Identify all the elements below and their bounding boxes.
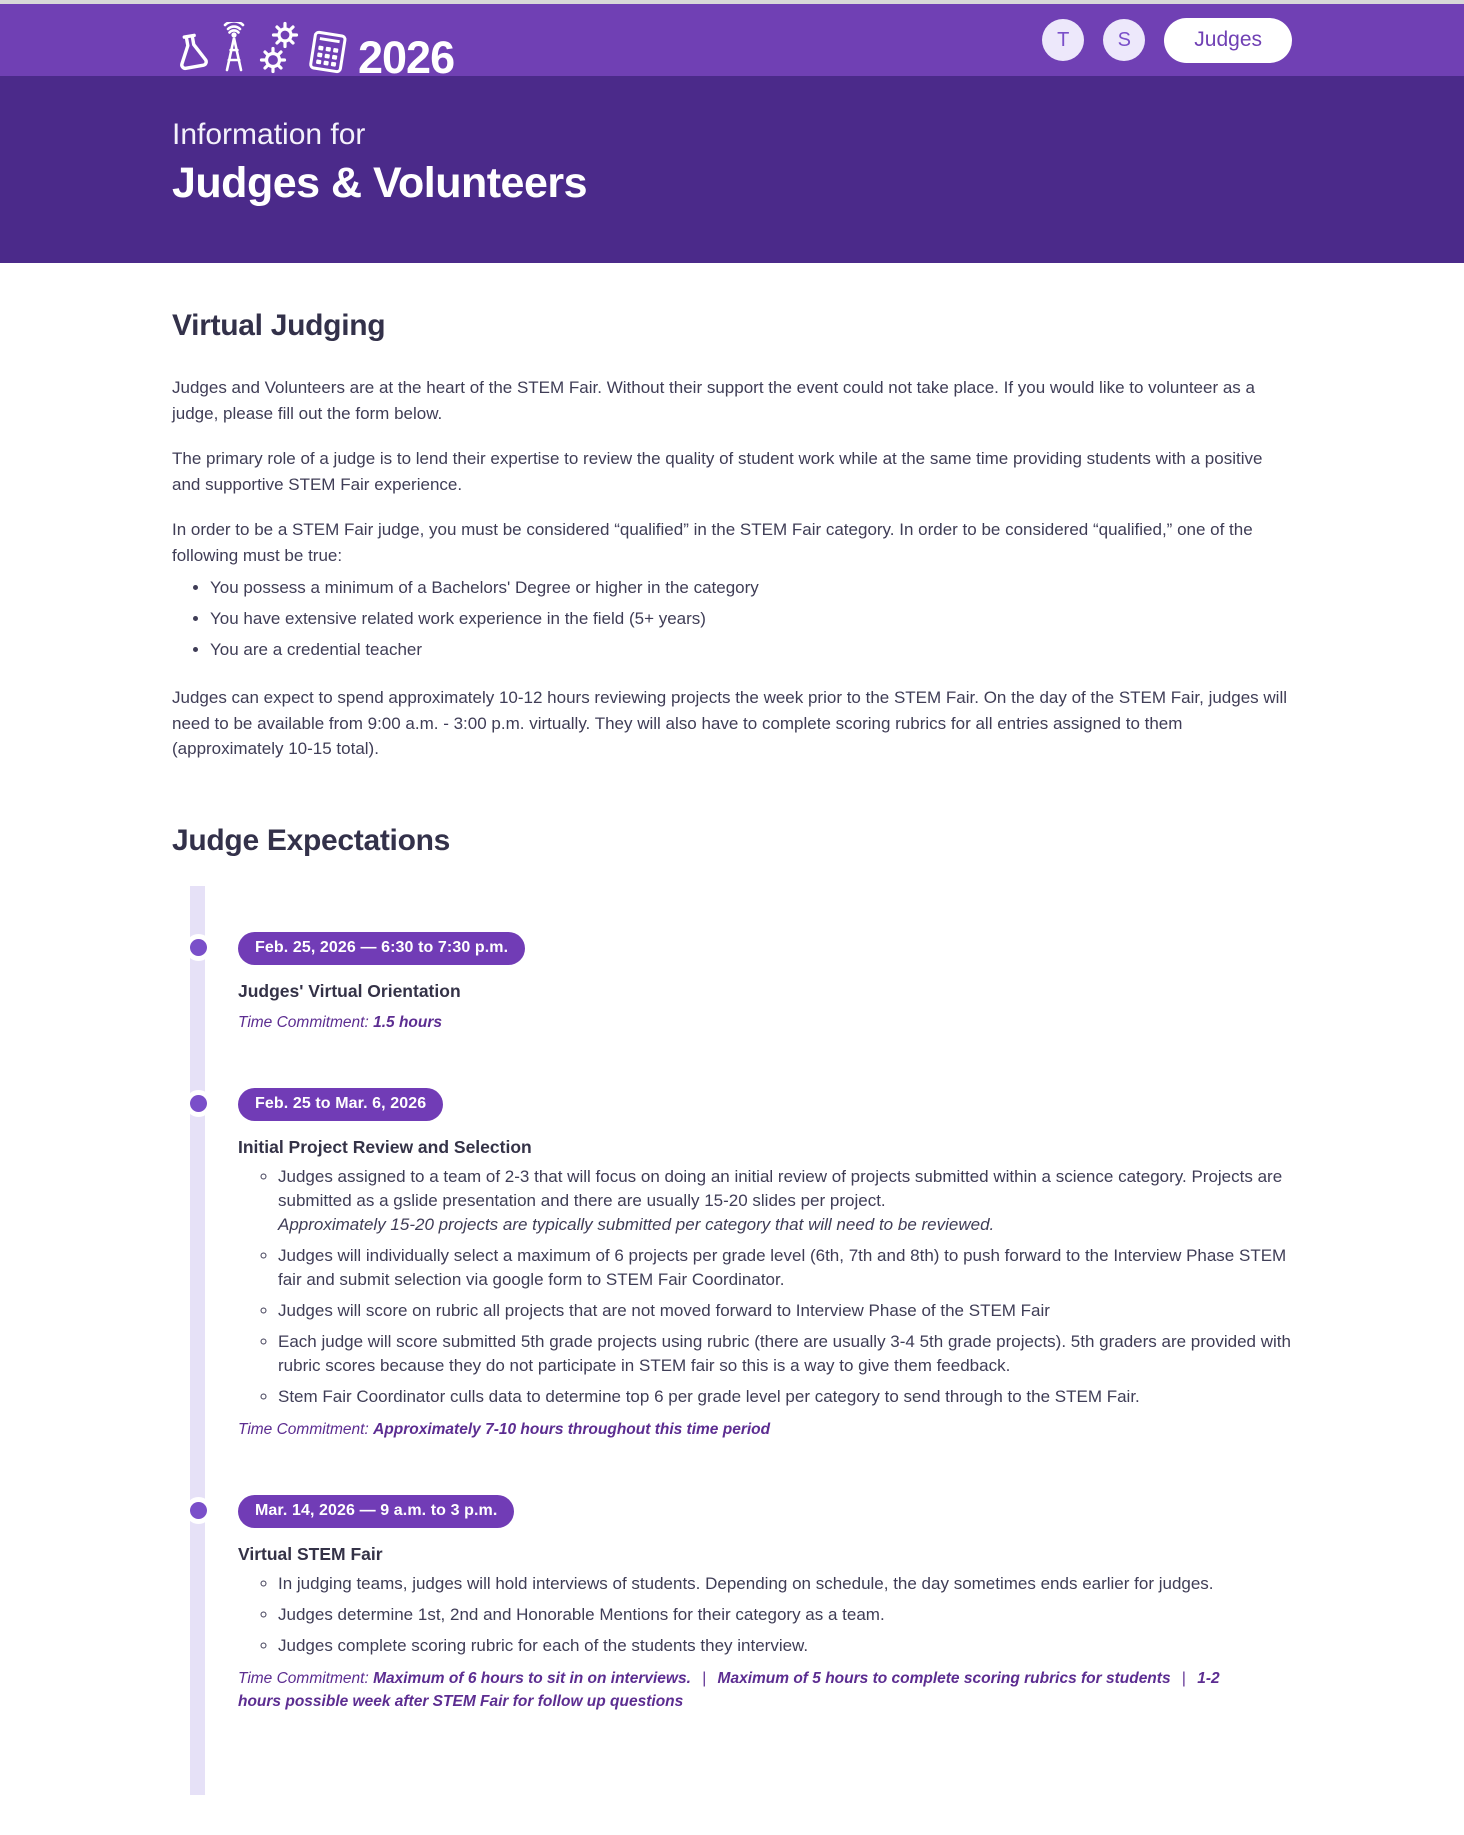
tc-value: Approximately 7-10 hours throughout this time period <box>373 1420 771 1438</box>
timeline-item-title: Virtual STEM Fair <box>238 1543 383 1564</box>
qualification-item: • You possess a minimum of a Bachelors' Degree or higher in the category <box>210 576 1292 599</box>
date-badge: Feb. 25, 2026 — 6:30 to 7:30 p.m. <box>238 932 525 965</box>
tc-label: Time Commitment: <box>238 1669 369 1687</box>
qualification-item: • You have extensive related work experience in the field (5+ years) <box>210 607 1292 630</box>
topbar-actions <box>1042 18 1292 63</box>
tc-separator: | <box>1181 1669 1186 1687</box>
qualification-item: • You are a credential teacher <box>210 638 1292 661</box>
virtual-judging-heading: Virtual Judging <box>172 309 386 343</box>
timeline-bar <box>190 886 205 1795</box>
avatar-t[interactable]: T <box>1042 19 1084 61</box>
role-paragraph: The primary role of a judge is to lend their expertise to review the quality of student work while at the same time providing students with a positive and supportive STEM Fair experience. <box>172 449 1263 494</box>
time-commitment <box>238 1418 1238 1441</box>
timeline-dot <box>190 1502 207 1519</box>
bullet-item: ◦ Judges will individually select a maximum of 6 projects per grade level (6th, 7th and 8th) to push forward to the Interview Phase STEM fair and submit selection via google form to STEM Fair Coordinator. <box>278 1244 1292 1292</box>
logo-year: 2026 <box>358 32 455 83</box>
qualifications-list <box>172 576 1292 661</box>
commitment-paragraph: Judges can expect to spend approximately 10-12 hours reviewing projects the week prior to the STEM Fair. On the day of the STEM Fair, judges will need to be available from 9:00 a.m. - 3:00 p.m. virtually. They will also have to complete scoring rubrics for all entries assigned to them (approximately 10-15 total). <box>172 688 1287 759</box>
date-badge: Feb. 25 to Mar. 6, 2026 <box>238 1088 443 1121</box>
time-commitment <box>238 1011 1238 1034</box>
time-commitment <box>238 1667 1238 1713</box>
tc-value: 1-2 hours possible week after STEM Fair for follow up questions <box>238 1669 1220 1710</box>
bullet-item: ◦ Stem Fair Coordinator culls data to determine top 6 per grade level per category to send through to the STEM Fair. <box>278 1385 1292 1409</box>
tc-value: 1.5 hours <box>373 1013 443 1031</box>
tc-label: Time Commitment: <box>238 1013 369 1031</box>
tc-label: Time Commitment: <box>238 1420 369 1438</box>
timeline-item-bullets <box>238 1572 1292 1658</box>
tc-separator: | <box>702 1669 707 1687</box>
gears-icon <box>256 20 302 74</box>
bullet-item: ◦ Judges will score on rubric all projects that are not moved forward to Interview Phase of the STEM Fair <box>278 1299 1292 1323</box>
page-title: Judges & Volunteers <box>172 158 588 207</box>
judge-expectations-heading: Judge Expectations <box>172 823 451 857</box>
intro-paragraph: Judges and Volunteers are at the heart of the STEM Fair. Without their support the event could not take place. If you would like to volunteer as a judge, please fill out the form below. <box>172 378 1255 423</box>
bullet-item: ◦ Judges assigned to a team of 2-3 that will focus on doing an initial review of projects submitted within a science category. Projects are submitted as a gslide presentation and there are usually 15-20 slides per project. Approximately 15-20 projects are typically submitted per category that will need to be reviewed. <box>278 1165 1292 1237</box>
timeline-item-orientation <box>238 932 1292 1034</box>
bullet-item: ◦ Each judge will score submitted 5th grade projects using rubric (there are usually 3-4 5th grade projects). 5th graders are provided with rubric scores because they do not participate in STEM fair so this is a way to give them feedback. <box>278 1330 1292 1378</box>
timeline-item-title: Judges' Virtual Orientation <box>238 980 461 1001</box>
timeline-item-title: Initial Project Review and Selection <box>238 1136 532 1157</box>
avatar-s[interactable]: S <box>1103 19 1145 61</box>
calculator-icon <box>305 28 351 74</box>
tc-value: Maximum of 6 hours to sit in on interviews. <box>373 1669 691 1687</box>
bullet-item: ◦ Judges complete scoring rubric for each of the students they interview. <box>278 1634 1292 1658</box>
stem-fair-logo[interactable] <box>172 6 455 83</box>
qualified-paragraph: In order to be a STEM Fair judge, you must be considered “qualified” in the STEM Fair category. In order to be considered “qualified,” one of the following must be true: <box>172 520 1253 565</box>
timeline-dot <box>190 1095 207 1112</box>
main-content <box>172 263 1292 1835</box>
bullet-item: ◦ Judges determine 1st, 2nd and Honorable Mentions for their category as a team. <box>278 1603 1292 1627</box>
bullet-item: ◦ In judging teams, judges will hold interviews of students. Depending on schedule, the day sometimes ends earlier for judges. <box>278 1572 1292 1596</box>
timeline-dot <box>190 939 207 956</box>
judges-button[interactable]: Judges <box>1164 18 1292 63</box>
expectations-timeline <box>190 886 1292 1795</box>
hero-banner <box>0 76 1464 263</box>
timeline-item-stem-fair <box>238 1495 1292 1713</box>
hero-eyebrow: Information for <box>172 118 366 151</box>
date-badge: Mar. 14, 2026 — 9 a.m. to 3 p.m. <box>238 1495 514 1528</box>
flask-icon <box>172 30 212 74</box>
radio-tower-icon <box>215 22 253 74</box>
timeline-item-bullets <box>238 1165 1292 1409</box>
bullet-italic-note: Approximately 15-20 projects are typically submitted per category that will need to be reviewed. <box>278 1214 995 1234</box>
timeline-item-review <box>238 1088 1292 1441</box>
tc-value: Maximum of 5 hours to complete scoring rubrics for students <box>717 1669 1171 1687</box>
topbar <box>0 4 1464 83</box>
